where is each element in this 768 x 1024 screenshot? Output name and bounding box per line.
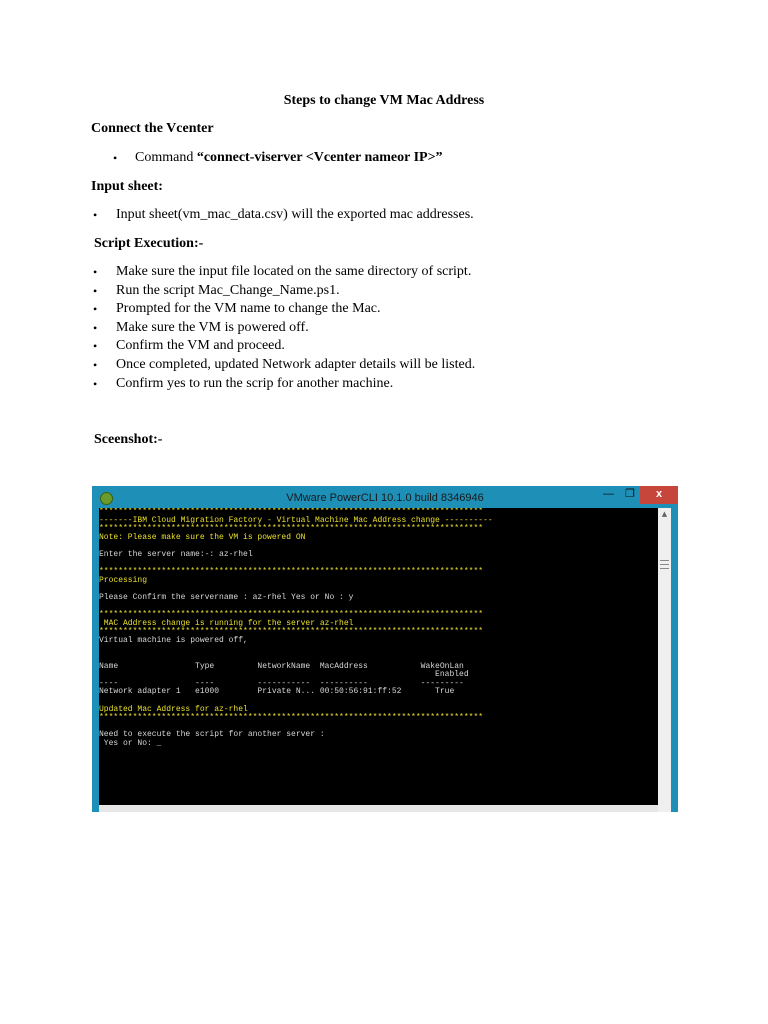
script-steps-list xyxy=(0,263,475,393)
console-line: ******************************************************************************** xyxy=(99,508,484,516)
console-line: ******************************************************************************** xyxy=(99,627,484,637)
console-line: Enabled xyxy=(99,670,469,680)
list-item: • Once completed, updated Network adapter details will be listed. xyxy=(0,356,475,375)
list-item xyxy=(0,149,443,168)
console-line xyxy=(99,646,658,655)
console-line: -------IBM Cloud Migration Factory - Virtual Machine Mac Address change ---------- xyxy=(99,515,493,525)
powercli-window-screenshot xyxy=(92,486,678,812)
console-line: ******************************************************************************** xyxy=(99,567,484,577)
scroll-up-arrow-icon: ▲ xyxy=(661,510,668,518)
console-line: MAC Address change is running for the server az-rhel xyxy=(99,618,354,628)
list-item: • Input sheet(vm_mac_data.csv) will the exported mac addresses. xyxy=(0,206,474,225)
console-line: Note: Please make sure the VM is powered ON xyxy=(99,532,306,542)
console-line: Name Type NetworkName MacAddress WakeOnLan xyxy=(99,661,464,671)
input-list xyxy=(0,206,474,225)
console-line: Processing xyxy=(99,575,148,585)
command-prefix: Command xyxy=(135,150,197,165)
list-item: • Confirm yes to run the scrip for another machine. xyxy=(0,375,475,394)
console-line: ******************************************************************************** xyxy=(99,524,484,534)
list-item: • Make sure the VM is powered off. xyxy=(0,319,475,338)
console-line: ******************************************************************************** xyxy=(99,610,484,620)
restore-button: ❐ xyxy=(625,488,635,500)
console-line: Virtual machine is powered off, xyxy=(99,635,248,645)
close-button: x xyxy=(640,486,678,504)
connect-list xyxy=(0,149,443,168)
vertical-scrollbar xyxy=(658,508,671,812)
minimize-button: — xyxy=(603,488,614,500)
section-heading-screenshot: Sceenshot:- xyxy=(94,432,163,447)
horizontal-scrollbar xyxy=(99,805,658,812)
section-heading-input: Input sheet: xyxy=(91,179,163,194)
page-title: Steps to change VM Mac Address xyxy=(283,93,485,108)
section-heading-script: Script Execution:- xyxy=(94,236,204,251)
console-line: Network adapter 1 e1000 Private N... 00:50:56:91:ff:52 True xyxy=(99,687,455,697)
scroll-grip-icon xyxy=(660,560,669,569)
window-title: VMware PowerCLI 10.1.0 build 8346946 xyxy=(286,492,484,504)
list-item: • Run the script Mac_Change_Name.ps1. xyxy=(0,282,475,301)
list-item: • Prompted for the VM name to change the Mac. xyxy=(0,300,475,319)
list-item: • Confirm the VM and proceed. xyxy=(0,337,475,356)
console-output xyxy=(99,508,658,805)
console-line: Yes or No: _ xyxy=(99,739,162,749)
console-line: ---- ---- ----------- ---------- --------- xyxy=(99,678,464,688)
console-line: ******************************************************************************** xyxy=(99,713,484,723)
console-line: Need to execute the script for another server : xyxy=(99,730,325,740)
section-heading-connect: Connect the Vcenter xyxy=(91,121,214,136)
console-line: Enter the server name:-: az-rhel xyxy=(99,549,253,559)
console-line: Please Confirm the servername : az-rhel Yes or No : y xyxy=(99,592,354,602)
list-item: • Make sure the input file located on the same directory of script. xyxy=(0,263,475,282)
command-text: “connect-viserver <Vcenter nameor IP>” xyxy=(196,150,443,165)
console-line: Updated Mac Address for az-rhel xyxy=(99,704,248,714)
